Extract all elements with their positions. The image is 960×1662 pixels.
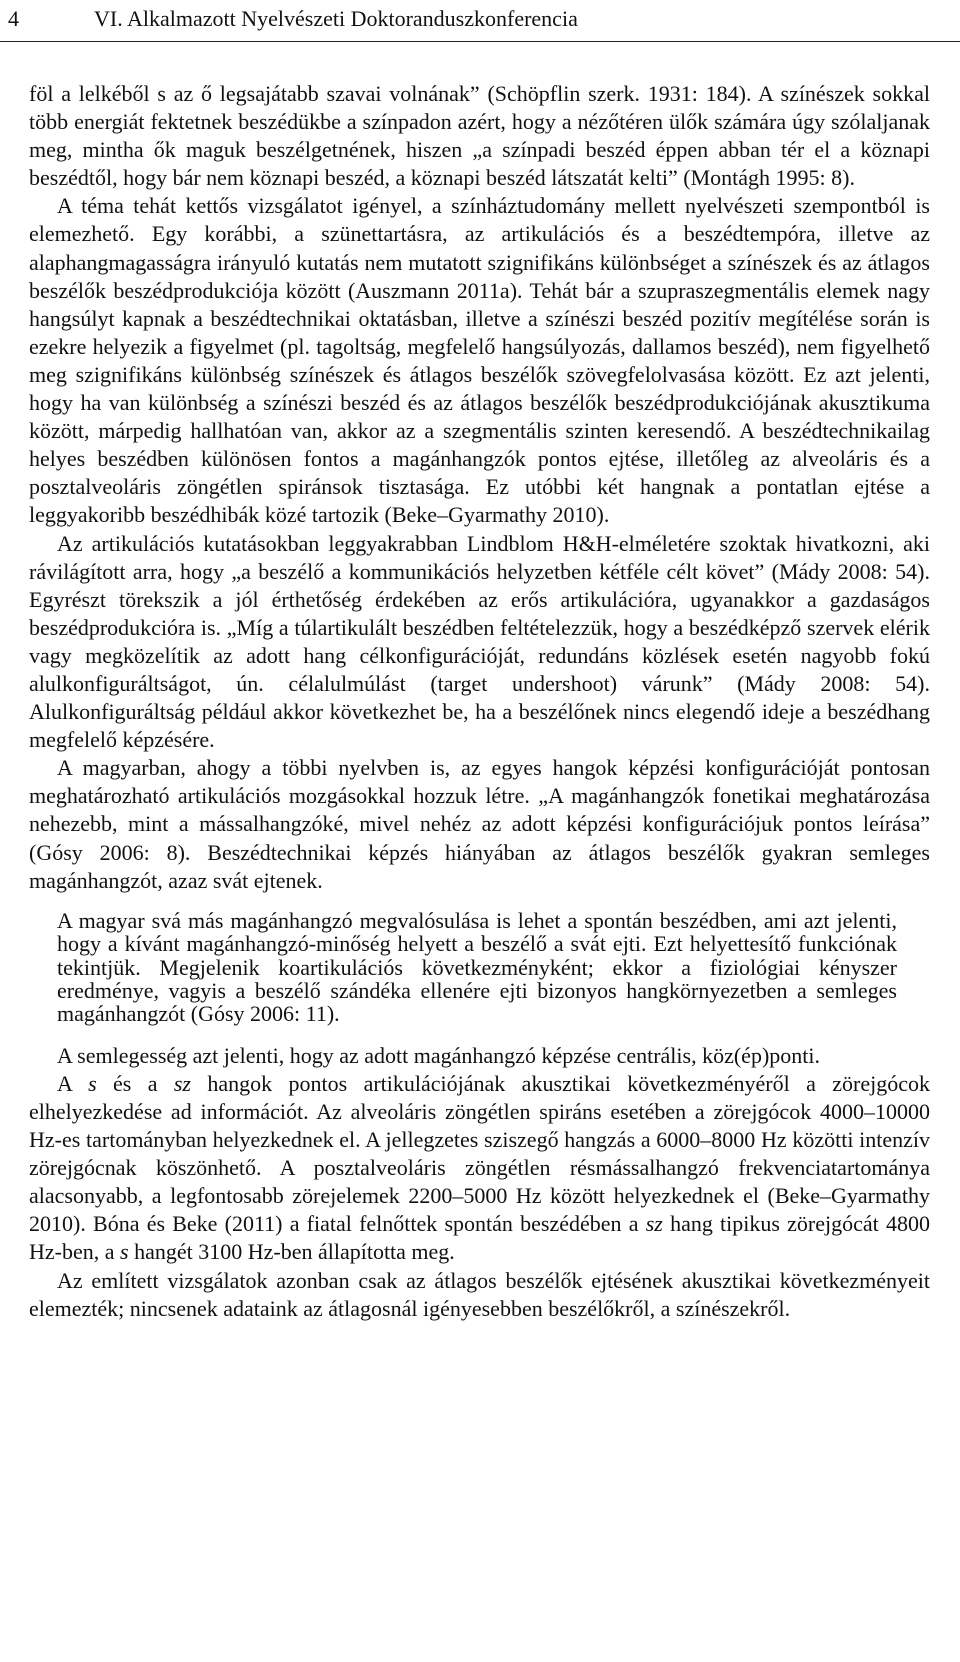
text-run: A (57, 1070, 89, 1096)
running-header-title: VI. Alkalmazott Nyelvészeti Doktoranduszkonferencia (94, 6, 578, 31)
paragraph-vowels: A magyarban, ahogy a többi nyelvben is, az egyes hangok képzési konfigurációját pontosan meghatározható artikulációs mozgásokkal hozzuk létre. „A magánhangzók fonetikai meghatározása nehezebb, mint a mássalhangzóké, mivel nehéz az adott képzési konfigurációjuk pontos leírása” (Gósy 2006: 8). Beszédtechnikai képzés hiányában az átlagos beszélők gyakran semleges magánhangzót, azaz svát ejtenek. (29, 755, 930, 893)
paragraph-topic: A téma tehát kettős vizsgálatot igényel, a színháztudomány mellett nyelvészeti szempontból is elemezhető. Egy korábbi, a szünettartásra, az artikulációs és a beszédtempóra, illetve az alaphangmagasságra irányuló kutatás nem mutatott szignifikáns különbséget a színészek és az átlagos beszélők beszédprodukciója között (Auszmann 2011a). Tehát bár a szupraszegmentális elemek nagy hangsúlyt kapnak a beszédtechnikai oktatásban, illetve a színészi beszéd pozitív megítélése során is ezekre helyezik a figyelmet (pl. tagoltság, megfelelő hangsúlyozás, dallamos beszéd), nem figyelhető meg szignifikáns különbség színészek és átlagos beszélők szövegfelolvasása között. Ez azt jelenti, hogy ha van különbség a színészi beszéd és az átlagos beszélők beszédprodukciójának akusztikuma között, márpedig hallhatóan van, akkor az a szegmentális szinten keresendő. A beszédtechnikailag helyes beszédben különösen fontos a magánhangzók pontos ejtése, illetőleg az alveoláris és a posztalveoláris zöngétlen spiránsok tisztasága. Ez utóbbi két hangnak a pontatlan ejtése a leggyakoribb beszédhibák közé tartozik (Beke–Gyarmathy 2010). (29, 193, 930, 528)
paragraph-continuation: föl a lelkéből s az ő legsajátabb szavai volnának” (Schöpflin szerk. 1931: 184). A színészek sokkal több energiát fektetnek beszédükbe a színpadon azért, hogy a nézőtéren ülők számára úgy szólaljanak meg, mintha ők maguk beszélgetnének, hiszen „a színpadi beszéd éppen abban tér el a köznapi beszédtől, hogy bár nem köznapi beszéd, a köznapi beszéd látszatát kelti” (Montágh 1995: 8). (29, 81, 930, 191)
running-header (0, 0, 960, 42)
page-number: 4 (8, 6, 19, 31)
text-run: hangok pontos artikulációjának akusztikai következményéről a zörejgócok elhelyezkedése ad információt. Az alveoláris zöngétlen spiráns esetében a zörejgócok 4000–10000 Hz-es tartományban helyezkednek el. A jellegzetes sziszegő hangzás a 6000–8000 Hz közötti intenzív zörejgócnak köszönhető. A posztalveoláris zöngétlen résmássalhangzó frekvenciatartománya alacsonyabb, a legfontosabb zörejelemek 2200–5000 Hz között helyezkednek el (Beke–Gyarmathy 2010). Bóna és Beke (2011) a fiatal felnőttek spontán beszédében a (29, 1070, 930, 1237)
block-quote (57, 909, 897, 1026)
paragraph-articulation: Az artikulációs kutatásokban leggyakrabban Lindblom H&H-elméletére szoktak hivatkozni, aki rávilágított arra, hogy „a beszélő a kommunikációs helyzetben kétféle célt követ” (Mády 2008: 54). Egyrészt törekszik a jól érthetőség érdekében az erős artikulációra, ugyanakkor a gazdaságos beszédprodukcióra is. „Míg a túlartikulált beszédben feltételezzük, hogy a beszédképző szervek elérik vagy megközelítik az adott hang célkonfigurációját, redundáns közlések esetén nagyobb fokú alulkonfiguráltságot, ún. célalulmúlást (target undershoot) várunk” (Mády 2008: 54). Alulkonfiguráltság például akkor következhet be, ha a beszélőnek nincs elegendő ideje a beszédhang megfelelő képzésére. (29, 530, 930, 753)
paragraph-conclusion: Az említett vizsgálatok azonban csak az átlagos beszélők ejtésének akusztikai következményeit elemezték; nincsenek adataink az átlagosnál igényesebben beszélőkről, a színészekről. (29, 1267, 930, 1321)
paragraph-neutrality: A semlegesség azt jelenti, hogy az adott magánhangzó képzése centrális, köz(ép)ponti. (57, 1042, 820, 1068)
italic-s: s (88, 1070, 97, 1096)
italic-sz: sz (173, 1070, 191, 1096)
text-run: hangét 3100 Hz-ben állapította meg. (128, 1239, 455, 1265)
paragraph-spirants (29, 1070, 930, 1267)
block-quote-text: A magyar svá más magánhangzó megvalósulása is lehet a spontán beszédben, ami azt jelenti, hogy a kívánt magánhangzó-minőség helyett a beszélő a svát ejti. Ezt helyettesítő funkciónak tekintjük. Megjelenik koartikulációs következményként; ekkor a fiziológiai kényszer eredménye, vagyis a beszélő szándéka ellenére ejti bizonyos hangkörnyezetben a semleges magánhangzót (Gósy 2006: 11). (57, 907, 897, 1027)
italic-s: s (120, 1239, 129, 1265)
text-run: és a (96, 1070, 174, 1096)
italic-sz: sz (645, 1211, 663, 1237)
text-run: hang tipikus zörejgócát 4800 Hz-ben, a (29, 1211, 930, 1265)
body-text (29, 80, 930, 1323)
